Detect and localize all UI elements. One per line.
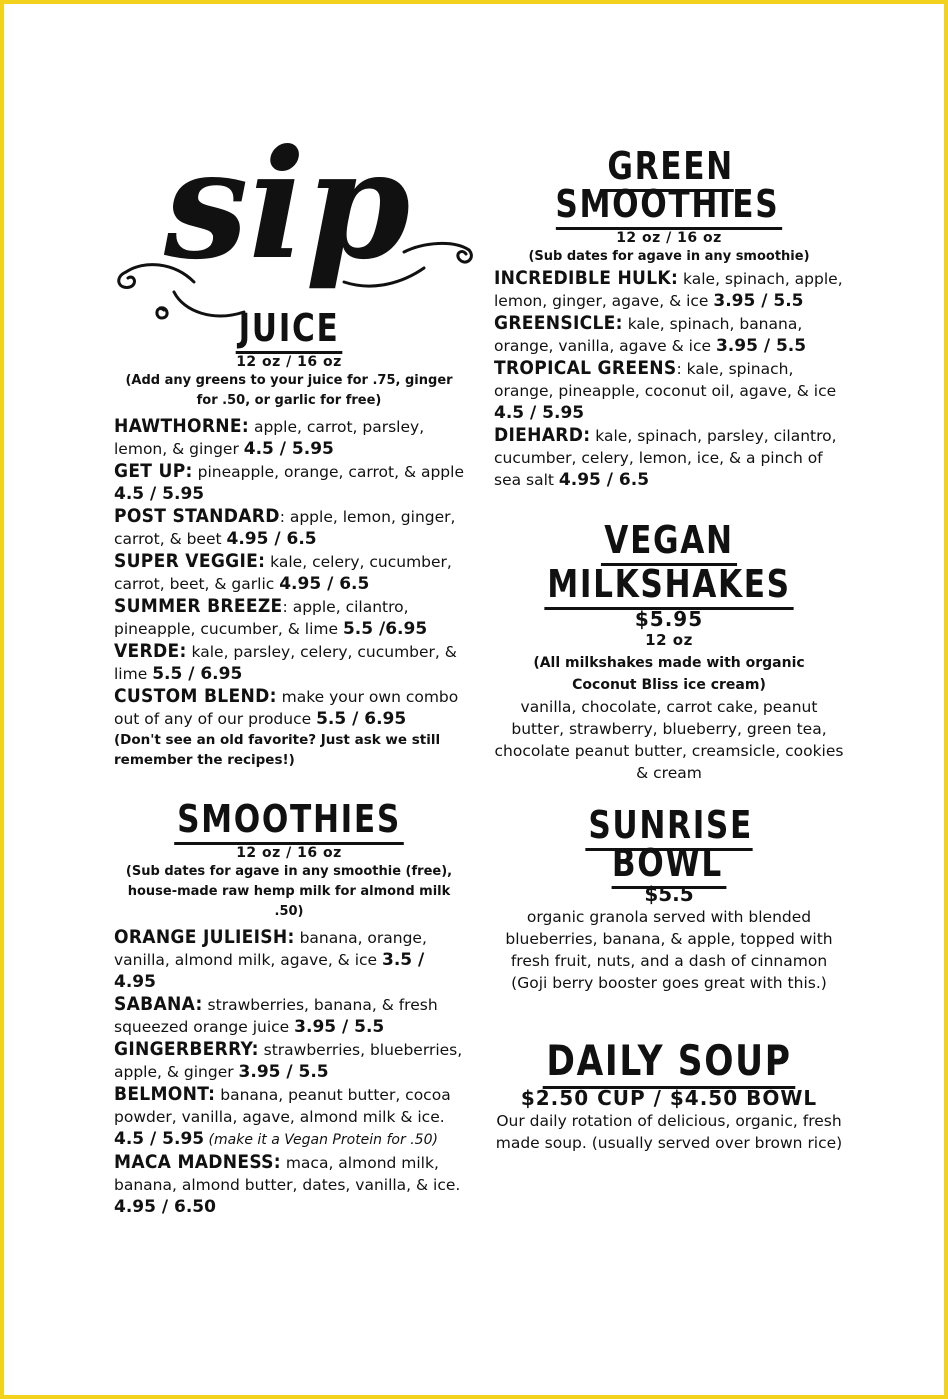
item-name: SUMMER BREEZE [114, 595, 283, 617]
menu-item [494, 312, 844, 357]
item-price: 4.5 / 5.95 [114, 484, 205, 504]
item-name: GET UP: [114, 460, 193, 482]
milkshakes-note: (All milkshakes made with organic Coconut Bliss ice cream) [533, 655, 805, 693]
item-desc: : apple, cilantro, pineapple, cucumber, & lime [114, 598, 409, 638]
smoothies-size: 12 oz / 16 oz [236, 845, 342, 861]
menu-item [114, 1151, 464, 1218]
item-desc: make your own combo out of any of our produce [114, 688, 459, 728]
item-desc: : apple, lemon, ginger, carrot, & beet [114, 508, 456, 548]
soup-title: DAILY SOUP [526, 1040, 813, 1082]
item-desc: maca, almond milk, banana, almond butter, dates, vanilla, & ice. [114, 1154, 461, 1194]
item-name: GREENSICLE: [494, 312, 623, 334]
item-name: INCREDIBLE HULK: [494, 267, 679, 289]
item-name: VERDE: [114, 640, 187, 662]
item-name: BELMONT: [114, 1083, 216, 1105]
item-price: 3.95 / 5.5 [294, 1017, 385, 1037]
menu-item [114, 550, 464, 595]
item-name: POST STANDARD [114, 505, 280, 527]
sip-logo [104, 132, 479, 332]
item-price: 5.5 /6.95 [342, 619, 428, 639]
juice-items [114, 415, 464, 730]
menu-item [494, 357, 844, 424]
sunrise-note: (Goji berry booster goes great with this.) [511, 974, 827, 992]
right-column [494, 144, 844, 1154]
menu-item [114, 1038, 464, 1083]
soup-price: $2.50 CUP / $4.50 BOWL [520, 1086, 818, 1110]
item-extra: (make it a Vegan Protein for .50) [204, 1132, 438, 1148]
item-desc: : kale, spinach, orange, pineapple, coconut oil, agave, & ice [494, 360, 837, 400]
item-name: SABANA: [114, 993, 203, 1015]
item-desc: apple, carrot, parsley, lemon, & ginger [114, 418, 425, 458]
item-name: SUPER VEGGIE: [114, 550, 266, 572]
item-desc: kale, parsley, celery, cucumber, & lime [114, 643, 457, 683]
green-smoothies-size: 12 oz / 16 oz [616, 230, 722, 246]
item-desc: kale, celery, cucumber, carrot, beet, & garlic [114, 553, 452, 593]
soup-desc: Our daily rotation of delicious, organic, fresh made soup. (usually served over brown rice) [495, 1112, 843, 1152]
item-desc: kale, spinach, apple, lemon, ginger, agave, & ice [494, 270, 843, 310]
green-smoothies-title: GREEN SMOOTHIES [526, 147, 813, 223]
menu-item [494, 424, 844, 491]
item-price: 3.95 / 5.5 [713, 291, 804, 311]
menu-item [114, 685, 464, 730]
milkshakes-price: $5.95 [634, 607, 704, 631]
item-price: 4.5 / 5.95 [494, 403, 585, 423]
item-name: MACA MADNESS: [114, 1151, 281, 1173]
item-desc: pineapple, orange, carrot, & apple [192, 463, 464, 481]
sunrise-desc: organic granola served with blended blueberries, banana, & apple, topped with fresh fruit, nuts, and a dash of cinnamon [505, 908, 833, 970]
item-price: 4.95 / 6.50 [114, 1197, 216, 1217]
milkshakes-size: 12 oz [645, 631, 693, 649]
green-items [494, 267, 844, 491]
menu-item [114, 505, 464, 550]
milkshakes-title-1: VEGAN [526, 521, 813, 559]
smoothie-items [114, 926, 464, 1218]
sunrise-title: SUNRISE BOWL [526, 806, 813, 882]
juice-note: (Add any greens to your juice for .75, ginger for .50, or garlic for free) [125, 373, 453, 408]
menu-item [114, 595, 464, 640]
item-price: 4.95 / 6.5 [226, 529, 317, 549]
item-price: 4.5 / 5.95 [114, 1129, 205, 1149]
item-name: CUSTOM BLEND: [114, 685, 277, 707]
logo-text: sip [164, 132, 411, 293]
item-desc: banana, orange, vanilla, almond milk, agave, & ice [114, 929, 427, 969]
juice-size: 12 oz / 16 oz [236, 354, 342, 370]
menu-item [114, 640, 464, 685]
item-desc: kale, spinach, banana, orange, vanilla, agave & ice [494, 315, 803, 355]
item-price: 4.95 / 6.5 [279, 574, 370, 594]
left-column [114, 306, 464, 1218]
item-name: HAWTHORNE: [114, 415, 250, 437]
item-price: 4.5 / 5.95 [243, 439, 334, 459]
item-name: TROPICAL GREENS [494, 357, 677, 379]
menu-item [114, 460, 464, 505]
item-desc: strawberries, banana, & fresh squeezed orange juice [114, 996, 438, 1036]
smoothies-title: SMOOTHIES [146, 800, 433, 838]
item-name: GINGERBERRY: [114, 1038, 259, 1060]
menu-item [494, 267, 844, 312]
item-name: DIEHARD: [494, 424, 591, 446]
milkshakes-flavors: vanilla, chocolate, carrot cake, peanut butter, strawberry, blueberry, green tea, chocolate peanut butter, creamsicle, cookies & cream [494, 698, 844, 782]
item-price: 5.5 / 6.95 [152, 664, 243, 684]
item-desc: strawberries, blueberries, apple, & ginger [114, 1041, 463, 1081]
menu-item [114, 1083, 464, 1151]
item-desc: kale, spinach, parsley, cilantro, cucumber, celery, lemon, ice, & a pinch of sea salt [494, 427, 837, 489]
juice-footer: (Don't see an old favorite? Just ask we still remember the recipes!) [114, 732, 441, 768]
item-price: 3.5 / 4.95 [114, 950, 425, 992]
menu-item [114, 926, 464, 993]
item-price: 3.95 / 5.5 [715, 336, 807, 356]
sunrise-price: $5.5 [644, 882, 694, 906]
green-smoothies-note: (Sub dates for agave in any smoothie) [528, 249, 810, 264]
item-desc: banana, peanut butter, cocoa powder, vanilla, agave, almond milk & ice. [114, 1086, 451, 1126]
menu-item [114, 415, 464, 460]
item-price: 3.95 / 5.5 [238, 1062, 329, 1082]
milkshakes-title-2: MILKSHAKES [526, 565, 813, 603]
sunrise-heading [494, 803, 844, 906]
item-price: 4.95 / 6.5 [558, 470, 650, 490]
smoothies-note: (Sub dates for agave in any smoothie (free), house-made raw hemp milk for almond milk .50) [125, 864, 453, 919]
menu-item [114, 993, 464, 1038]
item-name: ORANGE JULIEISH: [114, 926, 295, 948]
juice-title: JUICE [146, 309, 433, 347]
item-price: 5.5 / 6.95 [316, 709, 407, 729]
